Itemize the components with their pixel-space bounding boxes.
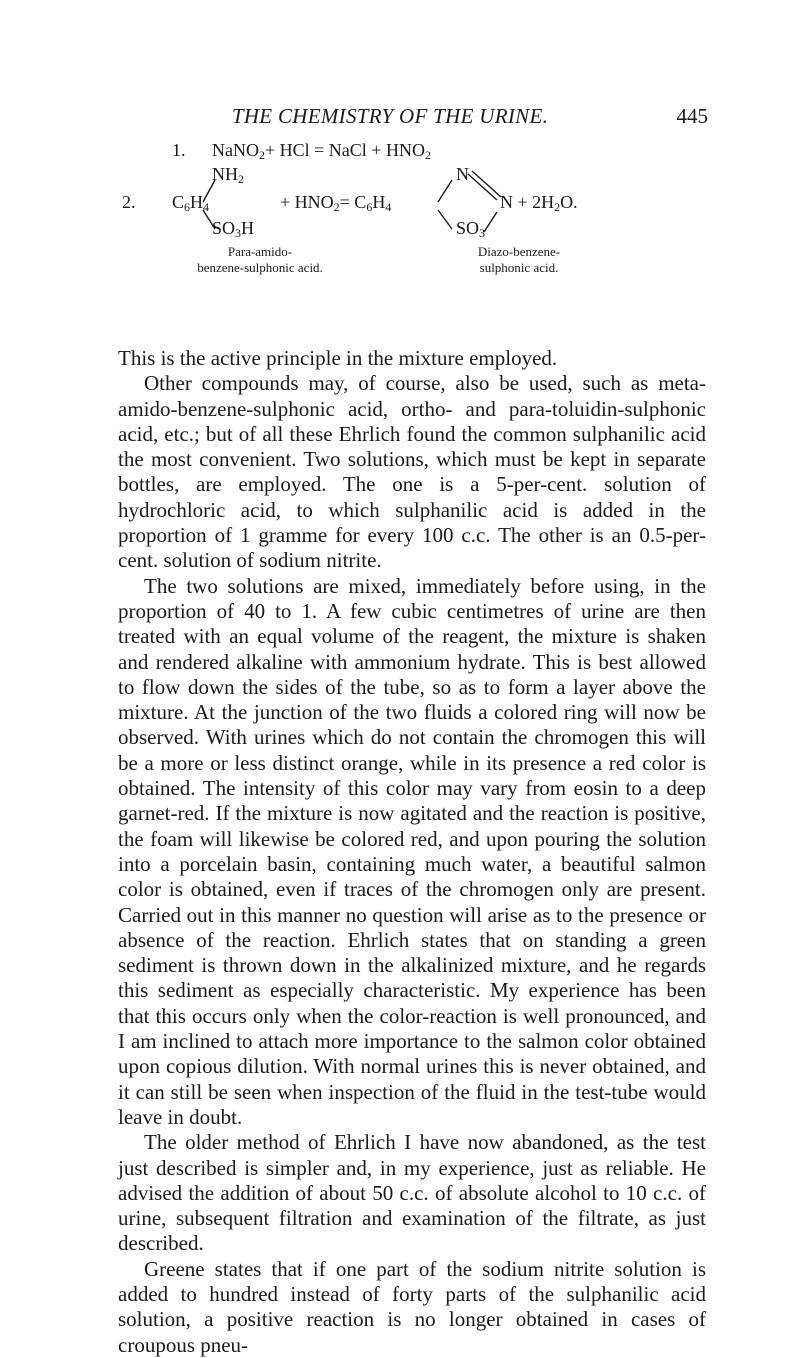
equation-2-number: 2. (122, 192, 136, 212)
diazo-nitrogen-right: $N + 2H_2O$. (500, 192, 578, 214)
bond-n-top (438, 180, 452, 202)
sulphonate-group: $SO_3$ (456, 218, 486, 240)
amino-group: $NH_2$ (212, 164, 244, 186)
bond-so3 (438, 210, 452, 229)
paragraph-3: The two solutions are mixed, immediately before using, in the proportion of 40 to 1. A few cubic centimetres of urine are then treated with an equal volume of the reagent, the mixture is shaken and rendered alkaline with ammonium hydrate. This is best allowed to flow down the sides of the tube, so as to form a layer above the mixture. At the junction of the two fluids a colored ring will now be observed. With urines which do not contain the chromogen this will be a more or less distinct orange, while in its presence a red color is obtained. The intensity of this color may vary from eosin to a deep garnet-red. If the mixture is now agitated and the reaction is positive, the foam will likewise be colored red, and upon pouring the solution into a porcelain basin, containing much water, a beautiful salmon color is obtained, even if traces of the chromogen only are present. Carried out in this manner no question will arise as to the presence or absence of the reaction. Ehrlich states that on standing a green sediment is thrown down in the alkalinized mixture, and he regards this sediment as especially characteristic. My experience has been that this occurs only when the color-reaction is well pronounced, and I am inclined to attach more importance to the salmon color obtained upon copious dilution. With normal urines this is never obtained, and it can still be seen when inspection of the fluid in the test-tube would leave in doubt. (118, 573, 706, 1129)
equation-2-middle: + $HNO_2= C_6H_4$ (280, 192, 392, 214)
bond-nh2 (203, 180, 215, 202)
running-title: THE CHEMISTRY OF THE URINE. (231, 104, 549, 128)
paragraph-5: Greene states that if one part of the sodium nitrite solution is added to hundred instead of forty parts of the sulphanilic acid solution, a positive reaction is no longer obtained in cases of croupous pneu- (118, 1256, 706, 1357)
body-text (118, 346, 706, 1358)
equation-1: NaNO$_2$+ HCl = NaCl + $HNO_2$ (212, 140, 431, 162)
paragraph-4: The older method of Ehrlich I have now abandoned, as the test just described is simpler and, in my experience, just as reliable. He advised the addition of about 50 c.c. of absolute alcohol to 10 c.c. of urine, subsequent filtration and examination of the filtrate, as just described. (118, 1130, 706, 1256)
bond-so3h (203, 210, 215, 229)
bond-n-so3 (484, 212, 497, 232)
diazo-nitrogen-top: N (456, 164, 469, 184)
equation-1-number: 1. (172, 140, 186, 160)
bond-lines (0, 138, 800, 338)
bond-n-n-1 (468, 174, 497, 200)
sulpho-group: $SO_3H$ (212, 218, 255, 240)
benzene-ring-left: $C_6H_4$ (172, 192, 210, 214)
caption-diazo-benzene: Diazo-benzene- sulphonic acid. (477, 244, 561, 275)
page-number: 445 (676, 104, 708, 128)
page-header (0, 104, 800, 134)
paragraph-1: This is the active principle in the mixture employed. (118, 346, 558, 370)
paragraph-2: Other compounds may, of course, also be used, such as meta-amido-benzene-sulphonic acid, ortho- and para-toluidin-sulphonic acid, etc.; but of all these Ehrlich found the common sulphanilic acid the most convenient. Two solutions, which must be kept in separate bottles, are employed. The one is a 5-per-cent. solution of hydrochloric acid, to which sulphanilic acid is added in the proportion of 1 gramme for every 100 c.c. The other is an 0.5-per-cent. solution of sodium nitrite. (118, 371, 706, 573)
chemical-equations (0, 138, 800, 338)
caption-para-amido: Para-amido- benzene-sulphonic acid. (197, 244, 323, 275)
bond-n-n-2 (472, 171, 501, 197)
